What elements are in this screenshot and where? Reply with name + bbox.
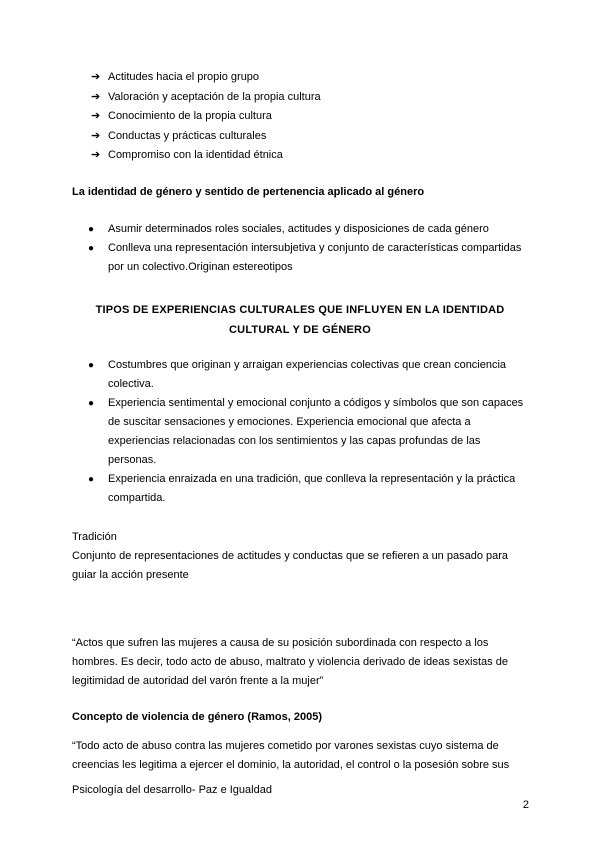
arrow-icon: ➔ xyxy=(91,110,101,122)
list-item xyxy=(91,107,321,127)
gender-identity-heading: La identidad de género y sentido de pertenencia aplicado al género xyxy=(72,186,425,198)
list-item xyxy=(88,356,528,394)
section-title-line: CULTURAL Y DE GÉNERO xyxy=(229,324,371,336)
section-title xyxy=(72,300,528,340)
list-item xyxy=(88,239,528,277)
list-item-text: Costumbres que originan y arraigan experiencias colectivas que crean conciencia colectiva. xyxy=(108,359,507,390)
footer-text: Psicología del desarrollo- Paz e Igualdad xyxy=(72,784,272,796)
tradition-label: Tradición xyxy=(72,531,117,543)
list-item-text: Experiencia sentimental y emocional conjunto a códigos y símbolos que son capaces de suscitar sensaciones y emociones. Experiencia emocional que afecta a experiencias relacionadas con los sentimientos y las capas profundas de las personas. xyxy=(108,397,524,466)
arrow-list xyxy=(91,68,321,166)
bullet-icon: ● xyxy=(88,224,95,235)
arrow-icon: ➔ xyxy=(91,90,101,103)
tradition-text: Conjunto de representaciones de actitudes y conductas que se refieren a un pasado para guiar la acción presente xyxy=(72,550,509,581)
bullet-icon: ● xyxy=(88,398,95,409)
violence-text: “Todo acto de abuso contra las mujeres cometido por varones sexistas cuyo sistema de creencias les legitima a ejercer el dominio, la autoridad, el control o la posesión sobre sus xyxy=(72,740,510,771)
list-item-text: Actitudes hacia el propio grupo xyxy=(108,71,260,83)
list-item xyxy=(88,220,528,239)
violence-heading: Concepto de violencia de género (Ramos, 2005) xyxy=(72,711,323,723)
page-number: 2 xyxy=(522,799,529,811)
list-item xyxy=(88,394,528,470)
list-item xyxy=(91,127,321,147)
list-item-text: Conocimiento de la propia cultura xyxy=(108,110,272,122)
experiences-list xyxy=(88,356,528,508)
bullet-icon: ● xyxy=(88,474,95,485)
list-item-text: Experiencia enraizada en una tradición, que conlleva la representación y la práctica compartida. xyxy=(108,473,516,504)
bullet-icon: ● xyxy=(88,243,95,254)
list-item-text: Valoración y aceptación de la propia cultura xyxy=(108,90,321,103)
list-item-text: Asumir determinados roles sociales, actitudes y disposiciones de cada género xyxy=(108,223,489,235)
list-item xyxy=(91,88,321,108)
arrow-icon: ➔ xyxy=(91,71,101,83)
arrow-icon: ➔ xyxy=(91,129,101,142)
gender-identity-list xyxy=(88,220,528,277)
list-item-text: Conductas y prácticas culturales xyxy=(108,129,267,142)
list-item-text: Conlleva una representación intersubjetiva y conjunto de características compartidas por un colectivo.Originan estereotipos xyxy=(108,242,522,273)
bullet-icon: ● xyxy=(88,360,95,371)
quote-text: “Actos que sufren las mujeres a causa de su posición subordinada con respecto a los hombres. Es decir, todo acto de abuso, maltrato y violencia derivado de ideas sexistas de legitimidad de autoridad del varón frente a la mujer” xyxy=(72,637,508,687)
list-item xyxy=(91,68,321,88)
list-item xyxy=(88,470,528,508)
list-item xyxy=(91,146,321,166)
arrow-icon: ➔ xyxy=(91,149,101,161)
list-item-text: Compromiso con la identidad étnica xyxy=(108,149,283,161)
section-title-line: TIPOS DE EXPERIENCIAS CULTURALES QUE INFLUYEN EN LA IDENTIDAD xyxy=(95,304,505,316)
